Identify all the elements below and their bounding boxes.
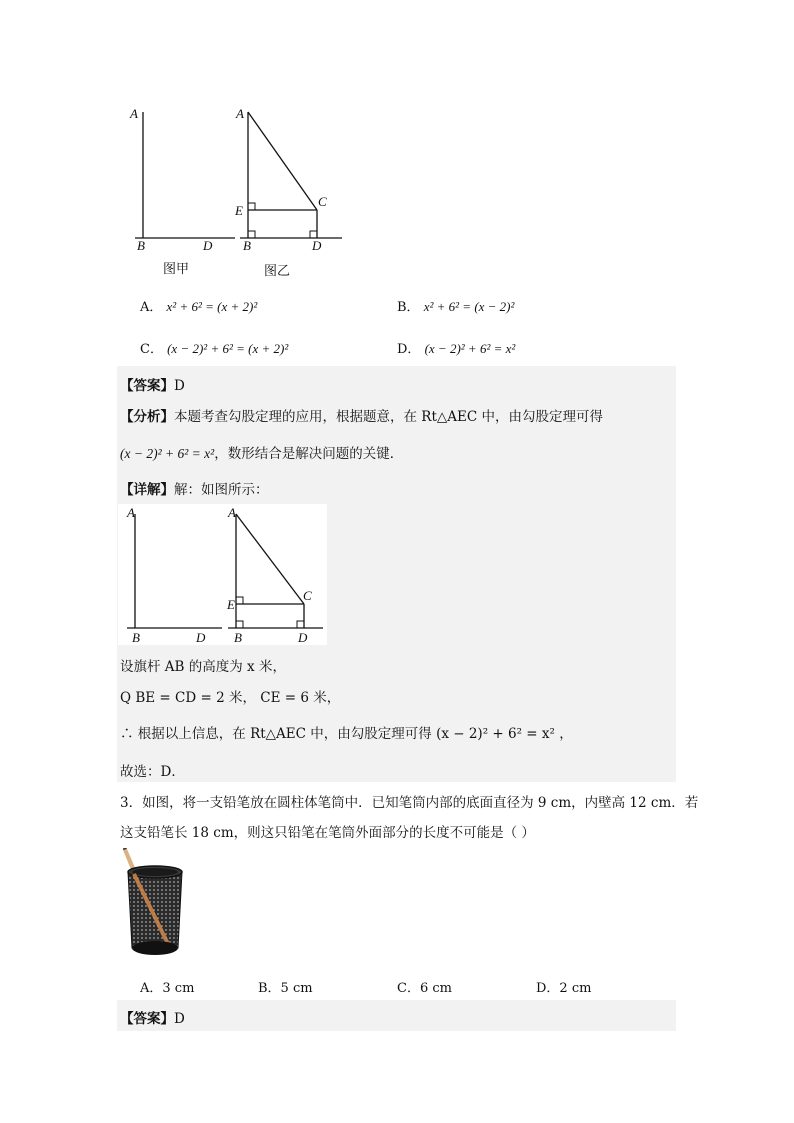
label-A-left: A bbox=[130, 106, 138, 121]
analysis-tag: 【分析】 bbox=[120, 409, 174, 425]
option-c-letter: C． bbox=[140, 342, 163, 357]
detail-line-5: 故选：D． bbox=[120, 764, 185, 780]
sol-label-A-right: A bbox=[228, 505, 236, 520]
sol-label-B-right: B bbox=[234, 630, 242, 645]
question-3-line-1: 3．如图，将一支铅笔放在圆柱体笔筒中．已知笔筒内部的底面直径为 9 cm，内壁高 12 cm．若 bbox=[120, 795, 699, 811]
option-a-expr: x² + 6² = (x + 2)² bbox=[166, 299, 258, 314]
geometry-figure-2 bbox=[118, 504, 327, 645]
pen-holder-image bbox=[120, 848, 190, 966]
detail-line-3: Q BE = CD = 2 米， CE = 6 米， bbox=[120, 690, 341, 706]
detail-line-4: ∴ 根据以上信息，在 Rt△AEC 中，由勾股定理可得 (x − 2)² + 6² = x² ， bbox=[120, 726, 573, 742]
sol-label-D-left: D bbox=[196, 630, 206, 645]
option-b bbox=[397, 296, 514, 315]
analysis-line-2 bbox=[120, 442, 403, 462]
option-d bbox=[397, 338, 515, 357]
option-d-expr: (x − 2)² + 6² = x² bbox=[424, 341, 516, 356]
analysis-text-2: ，数形结合是解决问题的关键． bbox=[214, 446, 404, 462]
option-c-expr: (x − 2)² + 6² = (x + 2)² bbox=[167, 341, 289, 356]
caption-figure-yi: 图乙 bbox=[264, 264, 291, 279]
option-b-letter: B． bbox=[397, 300, 420, 315]
option-a bbox=[140, 296, 257, 315]
label-B-right: B bbox=[243, 238, 251, 253]
detail-line-1 bbox=[120, 478, 269, 498]
q3-option-b: B．5 cm bbox=[258, 981, 313, 996]
answer-3-value: D bbox=[174, 1011, 185, 1027]
analysis-expr: (x − 2)² + 6² = x² bbox=[120, 446, 215, 461]
analysis-line-1 bbox=[120, 405, 603, 425]
label-D-right: D bbox=[312, 238, 322, 253]
q3-option-c: C．6 cm bbox=[397, 981, 452, 996]
answer-tag: 【答案】 bbox=[120, 378, 174, 394]
label-B-left: B bbox=[137, 238, 145, 253]
sol-label-D-right: D bbox=[298, 630, 308, 645]
option-c bbox=[140, 338, 288, 357]
option-d-letter: D． bbox=[397, 342, 421, 357]
answer-3-tag: 【答案】 bbox=[120, 1011, 174, 1027]
caption-figure-jia: 图甲 bbox=[163, 262, 190, 277]
sol-label-C-right: C bbox=[303, 588, 312, 603]
detail-tag: 【详解】 bbox=[120, 482, 174, 498]
label-C-right: C bbox=[318, 194, 327, 209]
answer-3-block bbox=[117, 1000, 676, 1031]
option-b-expr: x² + 6² = (x − 2)² bbox=[423, 299, 515, 314]
answer-q3 bbox=[120, 1007, 185, 1027]
q3-option-d: D．2 cm bbox=[536, 981, 592, 996]
label-D-left: D bbox=[203, 238, 213, 253]
sol-label-B-left: B bbox=[132, 630, 140, 645]
label-A-right: A bbox=[236, 106, 244, 121]
sol-label-A-left: A bbox=[127, 505, 135, 520]
answer-value: D bbox=[174, 378, 185, 394]
answer-q2 bbox=[120, 374, 185, 394]
question-3-line-2: 这支铅笔长 18 cm，则这只铅笔在笔筒外面部分的长度不可能是（ ） bbox=[120, 825, 535, 841]
sol-label-E-right: E bbox=[227, 597, 235, 612]
label-E-right: E bbox=[235, 203, 243, 218]
detail-intro: 解：如图所示： bbox=[174, 482, 269, 498]
option-a-letter: A． bbox=[140, 300, 163, 315]
detail-line-2: 设旗杆 AB 的高度为 x 米， bbox=[120, 659, 286, 675]
analysis-text: 本题考查勾股定理的应用，根据题意，在 Rt△AEC 中，由勾股定理可得 bbox=[174, 409, 603, 425]
q3-option-a: A．3 cm bbox=[140, 981, 195, 996]
